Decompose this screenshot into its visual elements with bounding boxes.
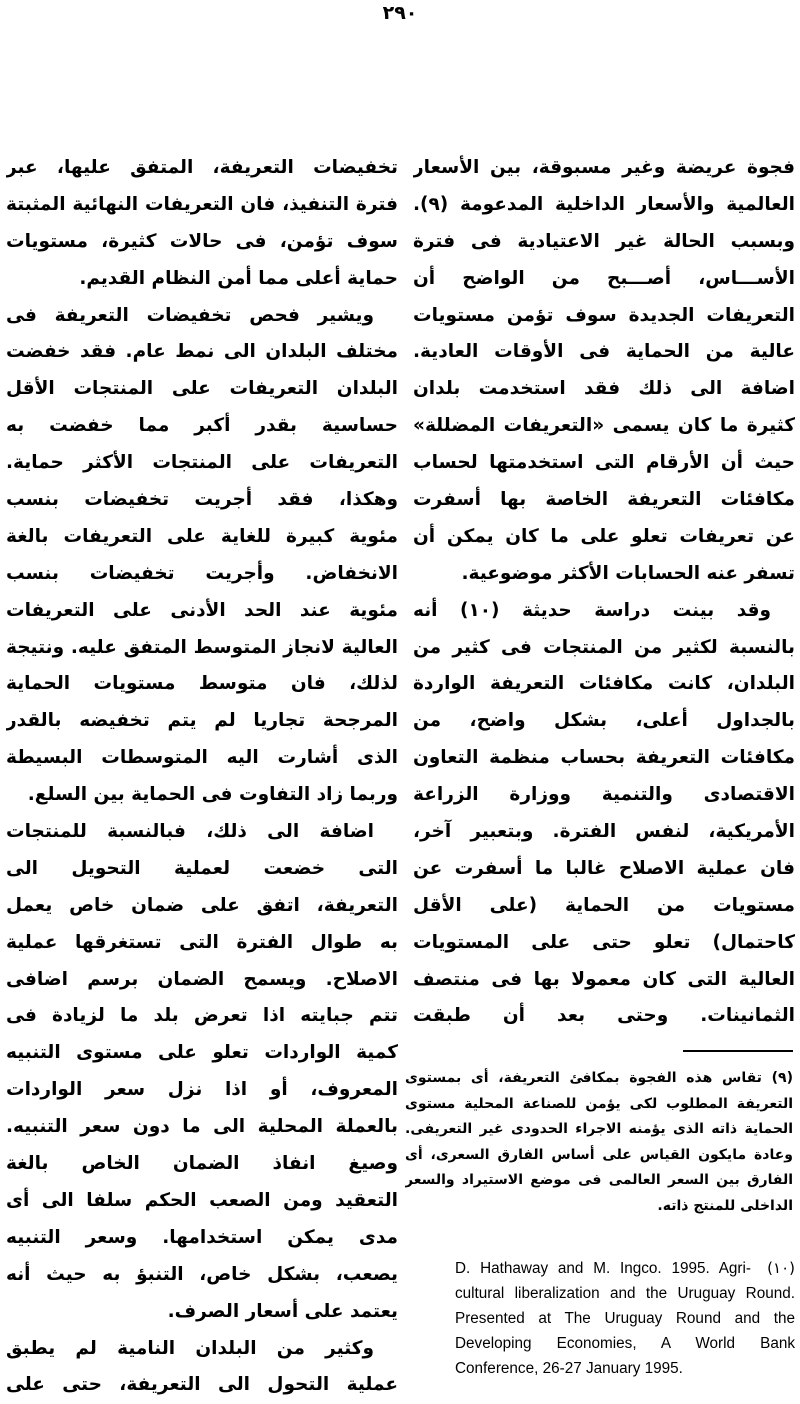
text-line: الداخلى للمنتج ذاته. — [657, 1197, 793, 1214]
text-line: كثيرة ما كان يسمى «التعريفات المضللة» — [413, 415, 795, 437]
text-line: التعقيد ومن الصعب الحكم سلفا الى أى — [6, 1189, 398, 1211]
text-line: يعتمد على أسعار الصرف. — [167, 1300, 398, 1322]
text-line: بالعملة المحلية الى ما دون سعر التنبيه. — [6, 1116, 398, 1138]
text-line: الثمانينات. وحتى بعد أن طبقت — [413, 1005, 795, 1027]
footnote-10-marker: (١٠) — [767, 1259, 795, 1277]
footnote-10 — [455, 1256, 795, 1381]
text-line: مدى يمكن استخدامها. وسعر التنبيه — [6, 1226, 398, 1248]
text-line: كمية الواردات تعلو على مستوى التنبيه — [6, 1042, 398, 1064]
text-line: حساسية بقدر أكبر مما خفضت به — [6, 415, 398, 437]
text-line: الاصلاح. ويسمح الضمان برسم اضافى — [6, 968, 398, 990]
text-line: ويشير فحص تخفيضات التعريفة فى — [6, 304, 374, 326]
text-line: مختلف البلدان الى نمط عام. فقد خفضت — [6, 341, 398, 363]
text-line: وكثير من البلدان النامية لم يطبق — [6, 1337, 374, 1359]
text-line: الانخفاض. وأجريت تخفيضات بنسب — [6, 562, 398, 584]
text-line: يصعب، بشكل خاص، التنبؤ به حيث أنه — [6, 1263, 398, 1285]
text-line: فجوة عريضة وغير مسبوقة، بين الأسعار — [413, 157, 795, 178]
text-line: Developing Economies, A World Bank — [455, 1335, 795, 1352]
text-line: مئوية كبيرة للغاية على التعريفات بالغة — [6, 525, 398, 547]
footnote-separator — [683, 1050, 793, 1052]
text-line: تسفر عنه الحسابات الأكثر موضوعية. — [461, 562, 795, 584]
text-line: مكافئات التعريفة بحساب منظمة التعاون — [413, 747, 795, 769]
text-line: وصيغ انفاذ الضمان الخاص بالغة — [6, 1153, 398, 1175]
text-line: Presented at The Uruguay Round and the — [455, 1310, 795, 1327]
text-line: به طوال الفترة التى تستغرقها عملية — [6, 931, 398, 953]
text-line: عالية من الحماية فى الأوقات العادية. — [413, 341, 795, 363]
text-line: وقد بينت دراسة حديثة (١٠) أنه — [413, 599, 771, 621]
text-line: التعريفة، اتفق على ضمان خاص يعمل — [6, 894, 398, 916]
text-line: وربما زاد التفاوت فى الحماية بين السلع. — [27, 784, 398, 806]
text-line: حيث أن الأرقام التى استخدمتها لحساب — [413, 452, 795, 474]
text-line: العالية التى كان معمولا بها فى منتصف — [413, 968, 795, 990]
text-line: مئوية عند الحد الأدنى على التعريفات — [6, 599, 398, 621]
text-line: الحماية ذاته الذى يؤمنه الاجراء الحدودى غير التعريفى. — [405, 1121, 793, 1137]
text-line: Conference, 26-27 January 1995. — [455, 1360, 683, 1377]
text-line: الأســـاس، أصـــبح من الواضح أن — [413, 267, 795, 289]
footnote-9 — [405, 1066, 793, 1219]
left-column — [6, 150, 398, 1404]
text-line: بالنسبة لكثير من المنتجات فى كثير من — [413, 636, 795, 658]
text-line: مستويات من الحماية (على الأقل — [413, 894, 795, 916]
text-line: D. Hathaway and M. Ingco. 1995. Agri- — [455, 1260, 751, 1277]
text-line: البلدان، كانت مكافئات التعريفة الواردة — [413, 673, 795, 695]
page-number: ٢٩٠ — [382, 2, 418, 24]
text-line: كاحتمال) تعلو حتى على المستويات — [413, 931, 795, 953]
text-line: وبسبب الحالة غير الاعتيادية فى فترة — [413, 230, 795, 252]
text-line: اضافة الى ذلك، فبالنسبة للمنتجات — [6, 821, 374, 843]
text-line: التى خضعت لعملية التحويل الى — [6, 857, 398, 879]
text-line: مكافئات التعريفة الخاصة بها أسفرت — [413, 489, 795, 511]
text-line: عملية التحول الى التعريفة، حتى على — [6, 1374, 398, 1396]
text-line: عن تعريفات تعلو على ما كان يمكن أن — [413, 525, 795, 547]
text-line: المرجحة تجاريا لم يتم تخفيضه بالقدر — [6, 710, 398, 732]
text-line: بالجداول أعلى، بشكل واضح، من — [413, 710, 795, 732]
text-line: التعريفة المطلوب لكى يؤمن للصناعة المحلية مستوى — [405, 1095, 793, 1112]
text-line: cultural liberalization and the Uruguay Round. — [455, 1285, 795, 1302]
text-line: التعريفات الجديدة سوف تؤمن مستويات — [413, 304, 795, 326]
text-line: البلدان التعريفات على المنتجات الأقل — [6, 378, 398, 400]
text-line: حماية أعلى مما أمن النظام القديم. — [79, 267, 398, 289]
text-line: تتم جبايته اذا تعرض بلد ما لزيادة فى — [6, 1005, 398, 1027]
text-line: التعريفات على المنتجات الأكثر حماية. — [6, 452, 398, 474]
text-line: العالية لانجاز المتوسط المتفق عليه. ونتيجة — [6, 636, 398, 658]
text-line: تخفيضات التعريفة، المتفق عليها، عبر — [6, 157, 398, 178]
text-line: فان عملية الاصلاح غالبا ما أسفرت عن — [413, 857, 795, 879]
text-line: (٩) تقاس هذه الفجوة بمكافئ التعريفة، أى بمستوى — [405, 1070, 793, 1086]
text-line: الذى أشارت اليه المتوسطات البسيطة — [6, 747, 398, 769]
text-line: الفارق بين السعر العالمى فى موضع الاستيراد والسعر — [405, 1172, 793, 1188]
text-line: فترة التنفيذ، فان التعريفات النهائية المثبتة — [6, 193, 398, 215]
text-line: الأمريكية، لنفس الفترة. وبتعبير آخر، — [413, 821, 795, 843]
text-line: الاقتصادى والتنمية ووزارة الزراعة — [413, 784, 795, 806]
text-line: العالمية والأسعار الداخلية المدعومة (٩). — [413, 193, 795, 215]
text-line: وعادة مايكون القياس على أساس الفارق السعرى، أى — [405, 1146, 793, 1163]
right-column — [413, 150, 795, 1035]
text-line: لذلك، فان متوسط مستويات الحماية — [6, 673, 398, 695]
text-line: وهكذا، فقد أجريت تخفيضات بنسب — [6, 489, 398, 511]
text-line: اضافة الى ذلك فقد استخدمت بلدان — [413, 378, 795, 400]
text-line: المعروف، أو اذا نزل سعر الواردات — [6, 1079, 398, 1101]
text-line: سوف تؤمن، فى حالات كثيرة، مستويات — [6, 230, 398, 252]
